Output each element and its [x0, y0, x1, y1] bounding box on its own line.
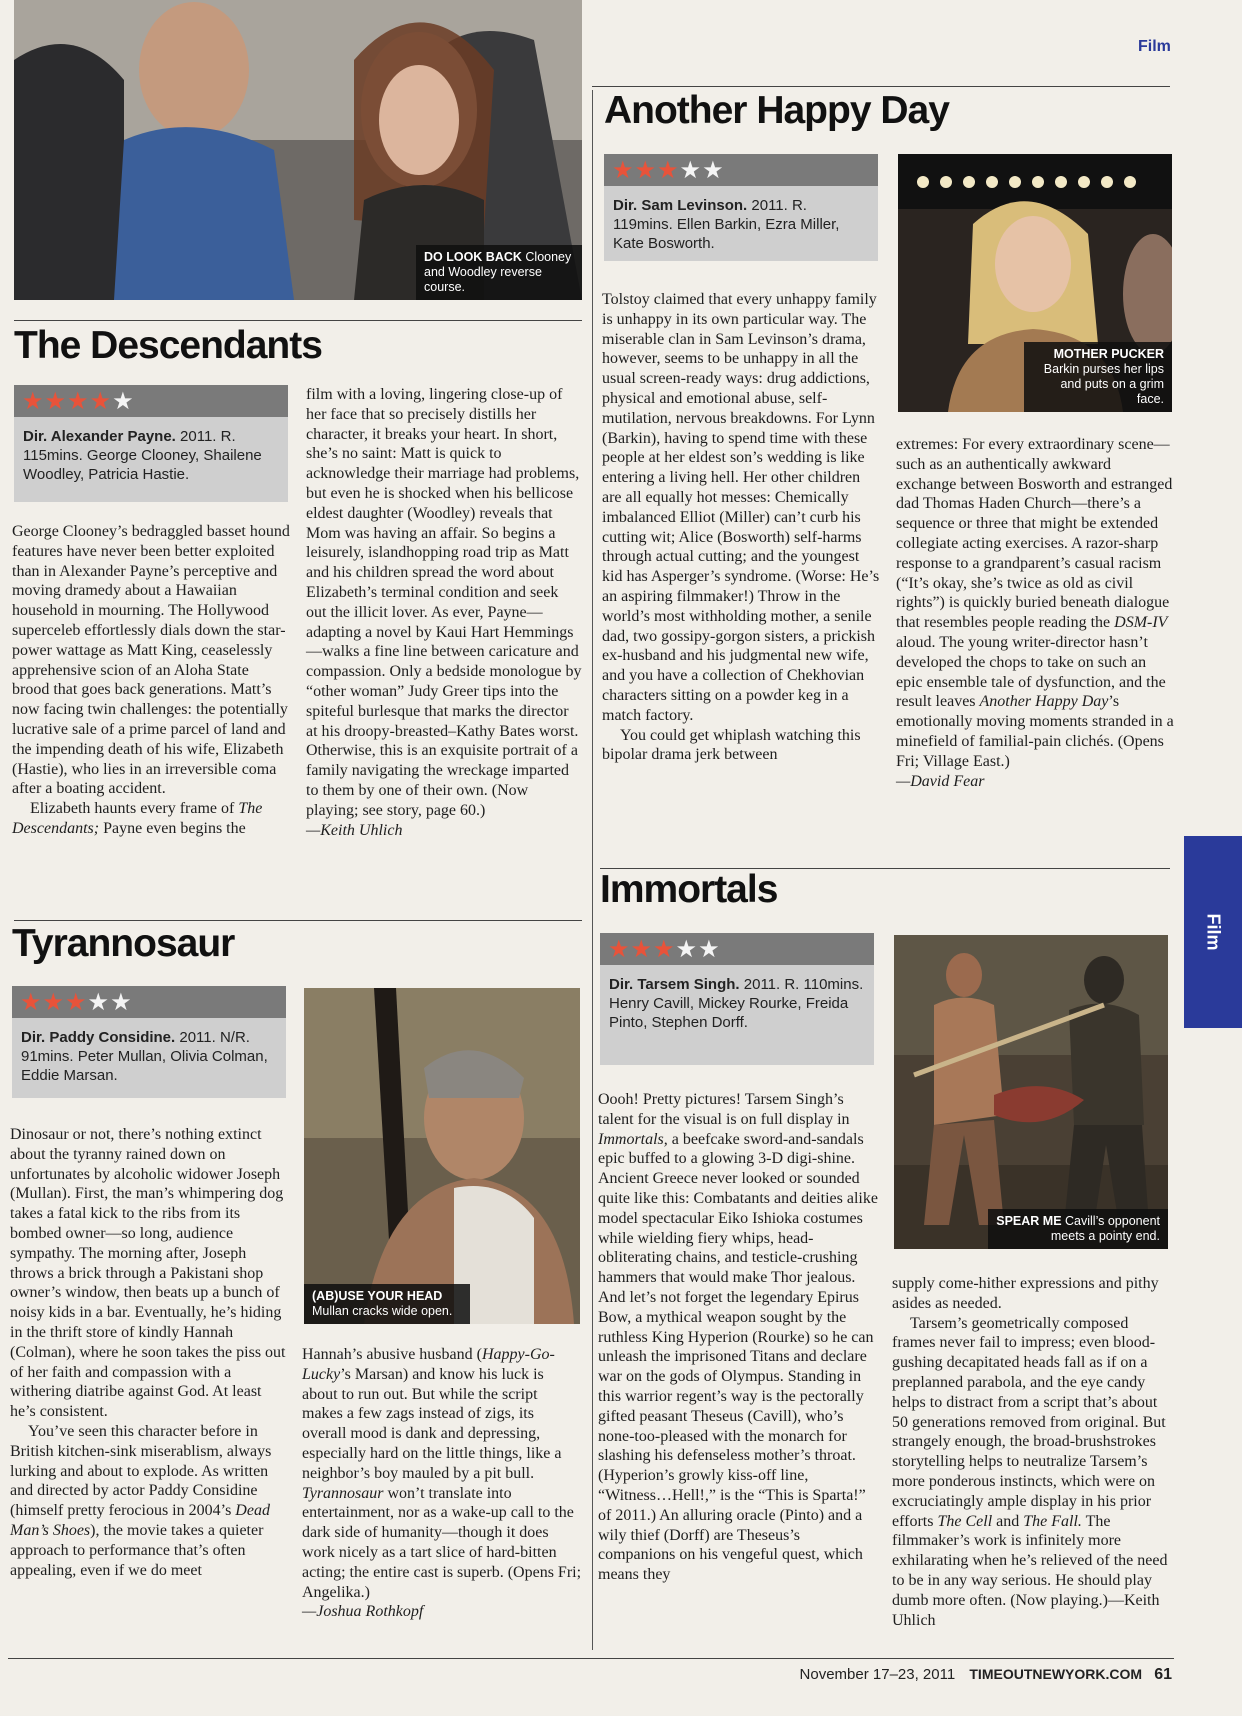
tyrannosaur-photo-caption: [304, 1284, 470, 1324]
paragraph: film with a loving, lingering close-up of her face that so precisely distills her character, it breaks your heart. In short, she’s no saint: Matt is quick to acknowledge their marriage had problems, but even he is shocked when his bellicose eldest daughter (Woodley) reveals that Mom was having an affair. So begins a leisurely, islandhopping road trip as Matt and his children spread the word about Elizabeth’s terminal condition and seek out the illicit lover. As ever, Payne—adapting a novel by Kaui Hart Hemmings—walks a fine line between caricature and compassion. Only a bedside monologue by “other woman” Judy Greer tips into the spiteful burlesque that marks the director at his droopy-breasted–Kathy Bates worst. Otherwise, this is an exquisite portrait of a family navigating the wreckage imparted to them by one of their own. (Now playing; see story, page 60.): [306, 386, 582, 819]
footer-date: November 17–23, 2011: [799, 1666, 956, 1683]
text: You’ve seen this character before in British kitchen-sink miserablism, always lurking and about to explode. As written and directed by actor Paddy Considine (himself pretty ferocious in 2004’s: [10, 1422, 272, 1520]
credits-text: 2011. N/R. 91mins. Peter Mullan, Olivia Colman, Eddie Marsan.: [21, 1029, 268, 1084]
caption-bold: DO LOOK BACK: [424, 250, 522, 264]
immortals-col2: [892, 1274, 1172, 1630]
text: won’t translate into entertainment, nor as a wake-up call to the dark side of humanity—though it does work nicely as a tart slice of hard-bitten acting; the entire cast is superb. (Opens Fri; Angelika.): [302, 1484, 582, 1601]
tyrannosaur-photo-image: [304, 988, 580, 1324]
immortals-credits: [600, 965, 874, 1065]
star-icon: ★: [112, 387, 134, 415]
tyrannosaur-rule: [14, 920, 582, 921]
caption-text: Clooney and Woodley reverse course.: [424, 250, 572, 294]
film-title: Tyrannosaur: [302, 1484, 384, 1502]
star-icon: ★: [630, 935, 653, 963]
credits-text: 2011. R. 119mins. Ellen Barkin, Ezra Miller, Kate Bosworth.: [613, 197, 840, 252]
happyday-photo-caption: [1024, 342, 1172, 412]
happyday-col1: [602, 290, 880, 765]
immortals-photo-caption: [988, 1209, 1168, 1249]
caption-bold: MOTHER PUCKER: [1053, 347, 1164, 361]
star-icon: ★: [42, 988, 65, 1016]
tyrannosaur-credits: [12, 1018, 286, 1098]
text: ), the movie takes a quieter approach to performance that’s often appealing, even if we do meet: [10, 1521, 264, 1579]
text: Elizabeth haunts every frame of: [30, 800, 239, 818]
caption-text: Cavill’s opponent meets a pointy end.: [1050, 1214, 1160, 1243]
happyday-title: Another Happy Day: [604, 89, 949, 132]
happyday-star-rating: [604, 154, 878, 186]
star-icon: ★: [22, 387, 44, 415]
tyrannosaur-title: Tyrannosaur: [12, 922, 235, 965]
signature: —David Fear: [896, 772, 985, 790]
paragraph: [12, 799, 290, 839]
star-icon: ★: [20, 988, 42, 1016]
tyrannosaur-photo: [304, 988, 580, 1324]
film-title: Immortals,: [598, 1130, 668, 1148]
film-title: Happy-Go-Lucky: [302, 1346, 555, 1383]
tyrannosaur-col2: [302, 1345, 582, 1622]
immortals-ratings-box: [600, 933, 874, 1065]
director: Dir. Sam Levinson.: [613, 197, 748, 214]
caption-bold: (AB)USE YOUR HEAD: [312, 1289, 443, 1303]
descendants-photo-caption: [416, 245, 582, 300]
star-icon: ★: [634, 156, 657, 184]
title: DSM-IV: [1114, 614, 1168, 632]
text: a beefcake sword-and-sandals epic buffed to a glowing 3-D digi-shine. Ancient Greece never looked or sounded quite like this: Combatants and deities alike model spectacular Eiko Ishioka costumes while wielding fiery whips, head-obliterating chains, and testicle-crushing hammers that would make Thor jealous. And let’s not forget the legendary Epirus Bow, a mythical weapon sought by the ruthless King Hyperion (Rourke) so he can unleash the imprisoned Titans and declare war on the gods of Olympus. Standing in this warrior regent’s way is the pectorally gifted peasant Theseus (Cavill), who’s none-too-pleased with the monarch for slashing his defenseless mother’s throat. (Hyperion’s growly kiss-off line, “Witness…Hell!,” is the “This is Sparta!” of 2011.) An alluring oracle (Pinto) and a wily thief (Dorff) are Theseus’s companions on his vengeful quest, which means they: [598, 1130, 878, 1584]
happyday-col2: [896, 435, 1174, 791]
signature: —Keith Uhlich: [306, 821, 403, 839]
film-title: Another Happy Day: [979, 693, 1109, 711]
star-icon: ★: [675, 935, 698, 963]
descendants-title: The Descendants: [14, 324, 322, 367]
side-tab: [1184, 836, 1242, 1028]
paragraph: Tolstoy claimed that every unhappy family is unhappy in its own particular way. The miserable clan in Sam Levinson’s drama, however, seems to be unhappy in all the usual screen-ready ways: drug addictions, physical and emotional abuse, self-mutilation, nervous breakdowns. For Lynn (Barkin), having to spend time with these people at her eldest son’s wedding is like entering a living hell. Her other children are all equally hot messes: Chemically imbalanced Elliot (Miller) can’t curb his cutting wit; Alice (Bosworth) self-harms through actual cutting; and the youngest kid has Asperger’s syndrome. (Worse: He’s an aspiring filmmaker!) Throw in the world’s most withholding mother, a senile dad, two gossipy-gorgon sisters, a prickish ex-husband and his judgmental new wife, and you have a collection of Chekhovian characters sitting on a powder keg in a match factory.: [602, 291, 880, 724]
immortals-photo-image: [894, 935, 1168, 1249]
text: ’s emotionally moving moments stranded in a minefield of familial-pain clichés. (Opens Fri; Village East.): [896, 693, 1174, 770]
credits-text: 2011. R. 110mins. Henry Cavill, Mickey Rourke, Freida Pinto, Stephen Dorff.: [609, 976, 864, 1031]
tyrannosaur-ratings-box: [12, 986, 286, 1098]
descendants-photo: [14, 0, 582, 300]
descendants-col1: [12, 522, 290, 839]
happyday-photo: [898, 154, 1172, 412]
column-divider: [592, 90, 593, 1650]
footer: [800, 1666, 1172, 1684]
star-icon: ★: [698, 935, 720, 963]
paragraph: [892, 1314, 1172, 1631]
credits-text: 2011. R. 115mins. George Clooney, Shailene Woodley, Patricia Hastie.: [23, 428, 262, 483]
text: Tarsem’s geometrically composed frames never fail to impress; even blood-gushing decapitated heads fall as if on a preplanned parabola, and the eye candy helps to distract from a script that’s about 50 generations removed from original. But strangely enough, the broad-brushstrokes storytelling helps to neutralize Tarsem’s more ponderous instincts, which were on excruciatingly ample display in his prior efforts: [892, 1314, 1166, 1530]
footer-rule: [8, 1658, 1174, 1659]
film-title: The Descendants;: [12, 800, 263, 837]
film-title: The Cell: [937, 1512, 993, 1530]
star-icon: ★: [89, 387, 112, 415]
star-icon: ★: [67, 387, 89, 415]
star-icon: ★: [608, 935, 630, 963]
star-icon: ★: [612, 156, 634, 184]
star-icon: ★: [657, 156, 679, 184]
descendants-credits: [14, 417, 288, 502]
star-icon: ★: [65, 988, 87, 1016]
paragraph: [302, 1345, 582, 1602]
star-icon: ★: [702, 156, 724, 184]
footer-site: TIMEOUTNEWYORK.COM: [969, 1666, 1143, 1682]
film-title: Dead Man’s Shoes: [10, 1502, 270, 1539]
caption-bold: SPEAR ME: [996, 1214, 1062, 1228]
text: extremes: For every extraordinary scene—such as an authentically awkward exchange between Bosworth and estranged dad Thomas Haden Church—there’s a sequence or three that might be extended collegiate acting exercises. A razor-sharp response to a grandparent’s casual racism (“It’s okay, she’s twice as old as civil rights”) is quickly buried beneath dialogue that resembles people reading the: [896, 436, 1173, 632]
text: and: [992, 1512, 1024, 1530]
happyday-ratings-box: [604, 154, 878, 261]
side-tab-label: Film: [1203, 913, 1224, 951]
descendants-ratings-box: [14, 385, 288, 502]
tyrannosaur-star-rating: [12, 986, 286, 1018]
immortals-photo: [894, 935, 1168, 1249]
paragraph: supply come-hither expressions and pithy asides as needed.: [892, 1275, 1159, 1312]
descendants-col2: [306, 385, 582, 840]
immortals-star-rating: [600, 933, 874, 965]
text: aloud. The young writer-director hasn’t developed the chops to take on such an epic ensemble tale of dysfunction, and the result leaves: [896, 633, 1166, 711]
film-title: The Fall.: [1023, 1512, 1082, 1530]
header-rule: [592, 86, 1170, 87]
caption-text: Mullan cracks wide open.: [312, 1304, 453, 1318]
signature: —Joshua Rothkopf: [302, 1603, 424, 1621]
paragraph: Dinosaur or not, there’s nothing extinct about the tyranny rained down on unfortunates by alcoholic widower Joseph (Mullan). First, the man’s whimpering dog takes a fatal kick to the ribs from its bombed owner—so long, audience sympathy. The morning after, Joseph throws a brick through a Pakistani shop owner’s window, then beats up a bunch of noisy kids in a bar. Eventually, he’s hiding in the thrift store of kindly Hannah (Colman), where he soon takes the piss out of her faith and compassion with a withering diatribe against God. At least he’s consistent.: [10, 1126, 286, 1421]
director: Dir. Paddy Considine.: [21, 1029, 176, 1046]
text: Hannah’s abusive husband (: [302, 1346, 482, 1363]
paragraph: [896, 435, 1174, 772]
descendants-rule: [14, 320, 582, 321]
text: ’s Marsan) and know his luck is about to run out. But while the script makes a few zags instead of zigs, its overall mood is dank and depressing, especially hard on the little things, like a neighbor’s boy mauled by a pit bull.: [302, 1365, 562, 1482]
caption-text: Barkin purses her lips and puts on a grim face.: [1043, 362, 1164, 406]
paragraph: George Clooney’s bedraggled basset hound features have never been better exploited than in Alexander Payne’s perceptive and moving dramedy about a Hawaiian household in mourning. The Hollywood superceleb effortlessly dials down the star-power wattage as Matt King, ceaselessly apprehensive scion of an Aloha State brood that goes back generations. Matt’s now facing twin challenges: the potentially lucrative sale of a prime parcel of land and the impending death of his wife, Elizabeth (Hastie), who lies in an irreversible coma after a boating accident.: [12, 523, 290, 798]
text: The filmmaker’s work is infinitely more exhilarating when he’s relieved of the need to be in any way serious. He should play dumb more often. (Now playing.)—Keith Uhlich: [892, 1512, 1168, 1629]
star-icon: ★: [44, 387, 67, 415]
paragraph: [598, 1090, 880, 1585]
text: Oooh! Pretty pictures! Tarsem Singh’s talent for the visual is on full display in: [598, 1091, 850, 1128]
section-header: Film: [1138, 38, 1171, 55]
star-icon: ★: [653, 935, 675, 963]
immortals-col1: [598, 1090, 880, 1585]
happyday-credits: [604, 186, 878, 261]
text: Payne even begins the: [99, 819, 246, 837]
footer-page-number: 61: [1154, 1666, 1172, 1683]
immortals-title: Immortals: [600, 868, 778, 911]
star-icon: ★: [87, 988, 110, 1016]
director: Dir. Alexander Payne.: [23, 428, 176, 445]
star-icon: ★: [110, 988, 132, 1016]
tyrannosaur-col1: [10, 1125, 288, 1580]
paragraph: You could get whiplash watching this bipolar drama jerk between: [602, 726, 861, 764]
paragraph: [10, 1422, 288, 1580]
director: Dir. Tarsem Singh.: [609, 976, 740, 993]
descendants-star-rating: [14, 385, 288, 417]
star-icon: ★: [679, 156, 702, 184]
